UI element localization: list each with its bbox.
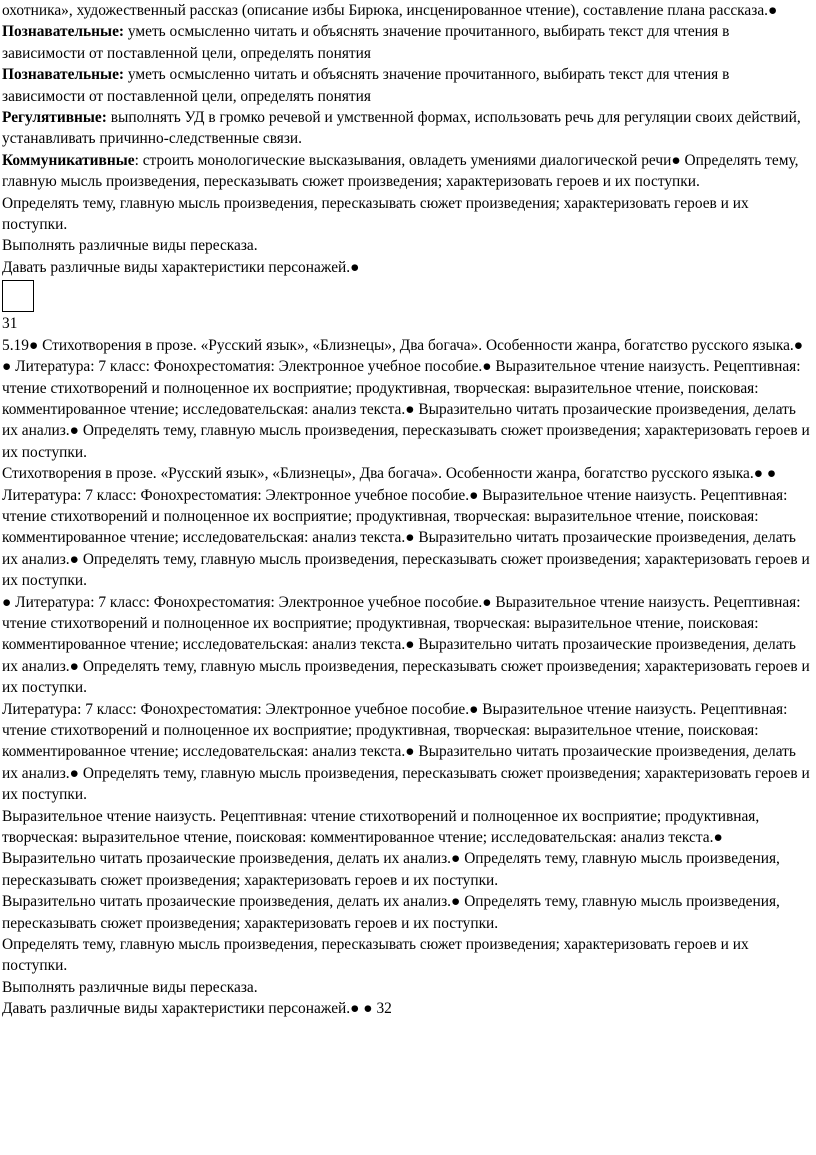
bullet-icon: ● [363,1000,373,1018]
bullet-icon: ● [69,422,79,440]
bullet-icon: ● [451,850,461,868]
retell-paragraph: Выполнять различные виды пересказа. [2,978,258,996]
bullet-icon: ● [69,550,79,568]
lesson-paragraph: Выразительно читать прозаические произведения, делать их анализ.● Определять тему, главную мысль произведения, пересказывать сюжет произведения; характеризовать героев и их поступки. [2,893,780,932]
lesson-paragraph: Литература: 7 класс: Фонохрестоматия: Электронное учебное пособие.● Выразительное чтение наизусть. Рецептивная: чтение стихотворений и полноценное их восприятие; продуктивная, творческая: выразительное чтение, поисковая: комментированное чтение; исследовательская: анализ текста.● Выразительно читать прозаические произведения, делать их анализ.● Определять тему, главную мысль произведения, пересказывать сюжет произведения; характеризовать героев и их поступки. [2,700,810,804]
characters-paragraph: Давать различные виды характеристики персонажей.● ● 32 [2,1000,392,1018]
bullet-icon: ● [469,486,479,504]
lesson-number: 5.19 [2,336,29,354]
bullet-icon: ● [482,593,492,611]
bullet-icon: ● [350,258,360,276]
communicative-paragraph: Коммуникативные: строить монологические высказывания, овладеть умениями диалогической речи● Определять тему, главную мысль произведения, пересказывать сюжет произведения; характеризовать героев и их поступки. [2,151,799,191]
bullet-icon: ● [768,2,778,19]
bullet-icon: ● [753,465,763,483]
bullet-icon: ● [405,636,415,654]
empty-checkbox-frame [2,280,34,312]
bullet-icon: ● [405,529,415,547]
lesson-paragraph: ● Литература: 7 класс: Фонохрестоматия: Электронное учебное пособие.● Выразительное чтение наизусть. Рецептивная: чтение стихотворений и полноценное их восприятие; продуктивная, творческая: выразительное чтение, поисковая: комментированное чтение; исследовательская: анализ текста.● Выразительно читать прозаические произведения, делать их анализ.● Определять тему, главную мысль произведения, пересказывать сюжет произведения; характеризовать героев и их поступки. [2,593,810,697]
lesson-paragraph: Стихотворения в прозе. «Русский язык», «Близнецы», Два богача». Особенности жанра, богатство русского языка.● ● Литература: 7 класс: Фонохрестоматия: Электронное учебное пособие.● Выразительное чтение наизусть. Рецептивная: чтение стихотворений и полноценное их восприятие; продуктивная, творческая: выразительное чтение, поисковая: комментированное чтение; исследовательская: анализ текста.● Выразительно читать прозаические произведения, делать их анализ.● Определять тему, главную мысль произведения, пересказывать сюжет произведения; характеризовать героев и их поступки. [2,465,810,590]
bullet-icon: ● [350,1000,360,1018]
bullet-icon: ● [69,657,79,675]
theme-paragraph: Определять тему, главную мысль произведения, пересказывать сюжет произведения; характеризовать героев и их поступки. [2,936,749,975]
cognitive-paragraph: Познавательные: уметь осмысленно читать и объяснять значение прочитанного, выбирать текст для чтения в зависимости от поставленной цели, определять понятия [2,66,730,105]
bullet-icon: ● [2,593,12,611]
bullet-icon: ● [2,358,12,376]
cognitive-label: Познавательные: [2,23,125,41]
bullet-icon: ● [405,400,415,418]
page-number: 32 [376,1000,392,1018]
bullet-icon: ● [469,700,479,718]
bullet-icon: ● [69,764,79,782]
retell-paragraph: Выполнять различные виды пересказа. [2,237,258,255]
bullet-icon: ● [405,743,415,761]
bullet-icon: ● [451,893,461,911]
bullet-icon: ● [28,336,39,354]
regulative-paragraph: Регулятивные: выполнять УД в громко речевой и умственной формах, использовать речь для регуляции своих действий, устанавливать причинно-следственные связи. [2,109,801,148]
characters-paragraph: Давать различные виды характеристики персонажей.● [2,258,360,276]
bullet-icon: ● [766,465,777,483]
intro-paragraph: охотника», художественный рассказ (описание избы Бирюка, инсценированное чтение), составление плана рассказа.● Познавательные: уметь осмысленно читать и объяснять значение прочитанного, выбирать текст для чтения в зависимости от поставленной цели, определять понятия [2,2,778,62]
lesson-paragraph: 5.19● Стихотворения в прозе. «Русский язык», «Близнецы», Два богача». Особенности жанра, богатство русского языка.● ● Литература: 7 класс: Фонохрестоматия: Электронное учебное пособие.● Выразительное чтение наизусть. Рецептивная: чтение стихотворений и полноценное их восприятие; продуктивная, творческая: выразительное чтение, поисковая: комментированное чтение; исследовательская: анализ текста.● Выразительно читать прозаические произведения, делать их анализ.● Определять тему, главную мысль произведения, пересказывать сюжет произведения; характеризовать героев и их поступки. [2,336,810,461]
theme-paragraph: Определять тему, главную мысль произведения, пересказывать сюжет произведения; характеризовать героев и их поступки. [2,194,749,234]
bullet-icon: ● [713,829,723,847]
bullet-icon: ● [482,358,492,376]
bullet-icon: ● [793,336,804,354]
page-number: 31 [2,315,18,333]
bullet-icon: ● [671,151,681,169]
lesson-paragraph: Выразительное чтение наизусть. Рецептивная: чтение стихотворений и полноценное их восприятие; продуктивная, творческая: выразительное чтение, поисковая: комментированное чтение; исследовательская: анализ текста.● Выразительно читать прозаические произведения, делать их анализ.● Определять тему, главную мысль произведения, пересказывать сюжет произведения; характеризовать героев и их поступки. [2,807,780,889]
